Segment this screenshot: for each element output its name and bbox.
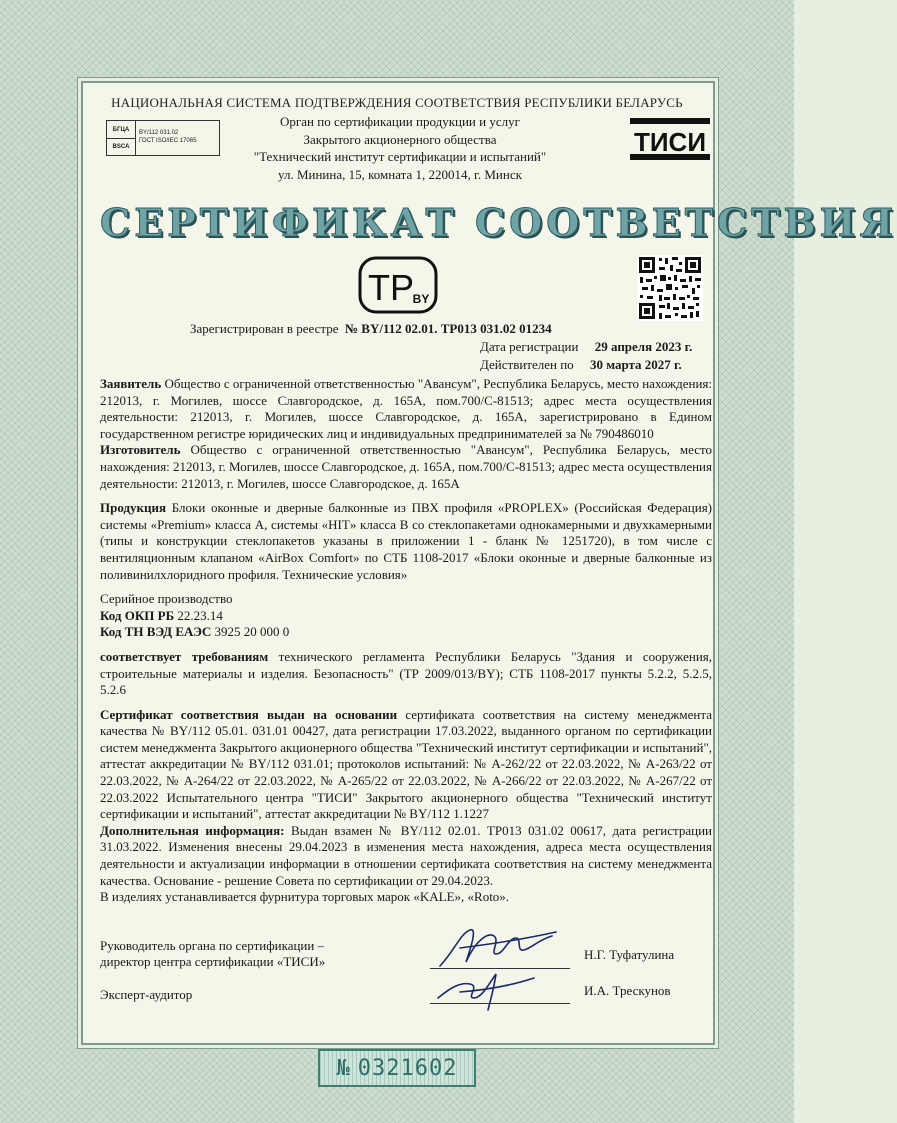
- registration-date-line: [480, 339, 692, 355]
- accreditation-mark-top-left: БГЦА: [107, 121, 136, 139]
- head-title-line-2: директор центра сертификации «ТИСИ»: [100, 954, 326, 969]
- serial-number-sign: №: [336, 1055, 350, 1081]
- registry-line: [190, 321, 552, 337]
- accreditation-mark-number: BY/112 031.02: [139, 130, 179, 136]
- accreditation-mark-text: [139, 129, 219, 145]
- okp-code-label: Код ОКП РБ: [100, 607, 175, 623]
- head-name: Н.Г. Туфатулина: [584, 947, 675, 962]
- auditor-signature: [430, 968, 540, 1013]
- registration-date: 29 апреля 2023 г.: [594, 339, 693, 354]
- blank-serial-number: [318, 1049, 476, 1087]
- accreditation-mark: [106, 120, 220, 156]
- okp-code-line: [100, 608, 712, 625]
- certificate-title: СЕРТИФИКАТ СООТВЕТСТВИЯ: [100, 200, 897, 245]
- org-line-4: ул. Минина, 15, комната 1, 220014, г. Минск: [278, 166, 522, 182]
- complies-label: соответствует требованиям: [100, 648, 269, 664]
- tp-mark-text: TP: [367, 267, 415, 308]
- basis-section: [100, 707, 712, 823]
- manufacturer-label: Изготовитель: [100, 442, 181, 458]
- org-line-3: "Технический институт сертификации и испытаний": [253, 149, 547, 164]
- auditor-label: Эксперт-аудитор: [100, 987, 193, 1002]
- tisi-logo: [628, 114, 712, 164]
- complies-section: [100, 649, 712, 699]
- applicant-section: [100, 376, 712, 442]
- tp-mark-sub: BY: [412, 292, 430, 306]
- head-title-line-1: Руководитель органа по сертификации –: [100, 938, 325, 953]
- basis-text: сертификата соответствия на систему менеджмента качества № BY/112 05.01. 031.01 00427, дата регистрации 17.03.2022, выданного органом по сертификации систем менеджмента Закрытого акционерного общества "Технический институт сертификации и испытаний", аттестат аккредитации № BY/112 031.01; протоколов испытаний: № А-262/22 от 22.03.2022, № А-263/22 от 22.03.2022, № А-264/22 от 22.03.2022, № А-265/22 от 22.03.2022, № А-266/22 от 22.03.2022, № А-267/22 от 22.03.2022 Испытательного центра "ТИСИ" Закрытого акционерного общества "Технический институт сертификации и испытаний", аттестат аккредитации № BY/112 1.1227: [100, 706, 712, 822]
- certification-body: [240, 113, 560, 183]
- valid-until-line: [480, 357, 682, 373]
- additional-info-text: Выдан взамен № BY/112 02.01. ТР013 031.02 00617, дата регистрации 31.03.2022. Изменения внесены 29.04.2023 в изменения места нахождения, адреса места осуществления деятельности и актуализации информации в отношении сертификата соответствия на систему менеджмента качества. Основание - решение Совета по сертификации от 29.04.2023.: [100, 822, 712, 888]
- org-line-1: Орган по сертификации продукции и услуг: [280, 114, 520, 129]
- auditor-name: И.А. Трескунов: [584, 983, 671, 998]
- registry-number: № BY/112 02.01. ТР013 031.02 01234: [344, 321, 552, 336]
- accreditation-mark-standard: ГОСТ ISO/IEC 17065: [139, 138, 197, 144]
- product-section: [100, 500, 712, 583]
- registry-label: Зарегистрирован в реестре: [190, 321, 339, 336]
- applicant-text: Общество с ограниченной ответственностью "Авансум", Республика Беларусь, место нахождения: 212013, г. Могилев, шоссе Славгородское, д. 165А, пом.700/С-81513; адрес места осуществления деятельности: 212013, г. Могилев, шоссе Славгородское, д. 165А, зарегистрировано в Едином государственном регистре юридических лиц и индивидуальных предпринимателей за № 790486010: [100, 376, 713, 441]
- applicant-label: Заявитель: [100, 376, 162, 391]
- org-line-2: Закрытого акционерного общества: [303, 131, 497, 147]
- valid-until-label: Действителен по: [480, 357, 574, 372]
- auditor-signature-line: [430, 1003, 570, 1004]
- serial-number-value: 0321602: [357, 1055, 458, 1081]
- accreditation-mark-bottom-left: BSCA: [107, 138, 136, 155]
- basis-label: Сертификат соответствия выдан на основании: [100, 706, 398, 722]
- national-system-title: НАЦИОНАЛЬНАЯ СИСТЕМА ПОДТВЕРЖДЕНИЯ СООТВЕТСТВИЯ РЕСПУБЛИКИ БЕЛАРУСЬ: [111, 95, 683, 110]
- tnved-code-line: [100, 624, 712, 641]
- tp-by-mark: [357, 255, 439, 315]
- product-label: Продукция: [100, 500, 167, 516]
- tnved-code-label: Код ТН ВЭД ЕАЭС: [100, 624, 212, 640]
- complies-text: технического регламента Республики Беларусь "Здания и сооружения, строительные материалы и изделия. Безопасность" (ТР 2009/013/BY); СТБ 1108-2017 пункты 5.2.2, 5.2.5, 5.2.6: [100, 648, 713, 698]
- valid-until-date: 30 марта 2027 г.: [589, 357, 682, 372]
- tisi-logo-text: ТИСИ: [633, 127, 707, 157]
- additional-info-section: [100, 823, 712, 889]
- tnved-code-value: 3925 20 000 0: [214, 624, 290, 640]
- okp-code-value: 22.23.14: [177, 607, 223, 623]
- qr-code: [637, 255, 703, 321]
- fittings-note: В изделиях устанавливается фурнитура торговых марок «KALE», «Roto».: [100, 889, 510, 905]
- serial-production: Серийное производство: [100, 591, 233, 607]
- additional-info-label: Дополнительная информация:: [100, 822, 285, 838]
- manufacturer-text: Общество с ограниченной ответственностью "Авансум", Республика Беларусь, место нахождения: 212013, г. Могилев, шоссе Славгородское, д. 165А, пом.700/С-81513; адрес места осуществления деятельности: 212013, г. Могилев, шоссе Славгородское, д. 165А: [100, 442, 712, 491]
- registration-date-label: Дата регистрации: [480, 339, 579, 354]
- manufacturer-section: [100, 442, 712, 492]
- certificate-body: [100, 376, 712, 906]
- product-text: Блоки оконные и дверные балконные из ПВХ профиля «PROPLEX» (Российская Федерация) системы «Premium» класса А, системы «HIT» класса В со стеклопакетами однокамерными и двухкамерными (типы и конструкции стеклопакетов указаны в приложении 1 - бланк № 1251720), в том числе с вентиляционным клапаном «AirBox Comfort» по СТБ 1108-2017 «Блоки оконные и дверные балконные из поливинилхлоридного профиля. Технические условия»: [100, 500, 712, 582]
